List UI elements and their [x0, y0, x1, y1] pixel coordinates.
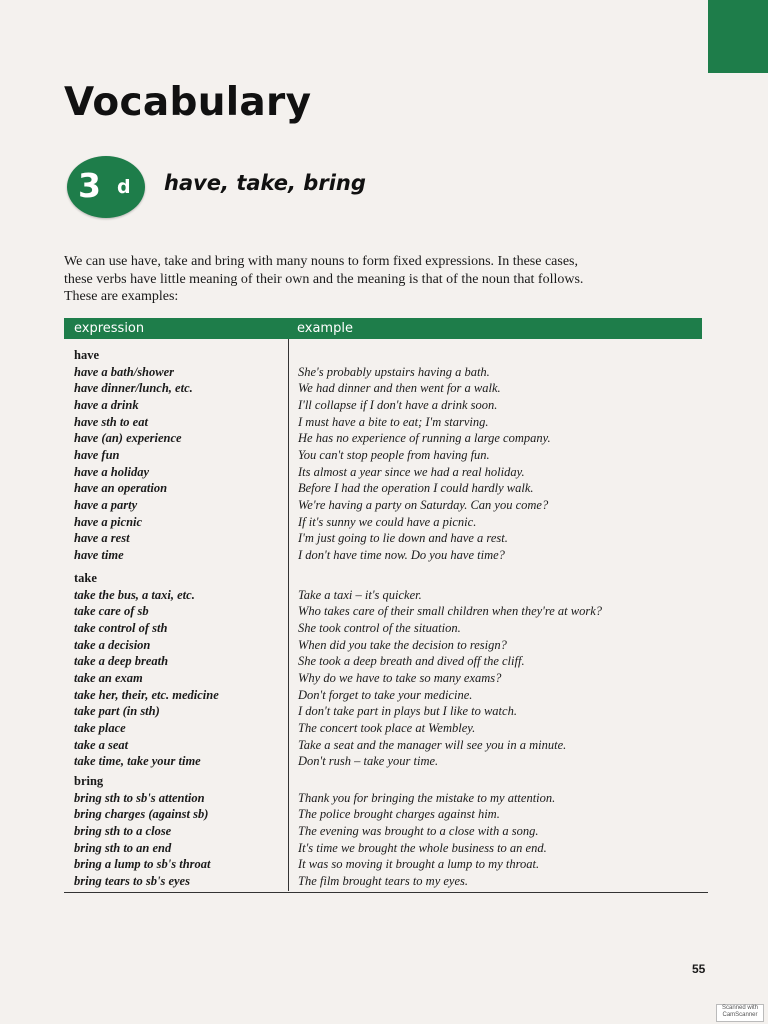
- example-cell: He has no experience of running a large company.: [298, 431, 551, 446]
- example-cell: It was so moving it brought a lump to my throat.: [298, 857, 540, 872]
- intro-paragraph: We can use have, take and bring with many nouns to form fixed expressions. In these cases, these verbs have little meaning of their own and the meaning is that of the noun that follows. These are examples:: [64, 254, 584, 304]
- expression-cell: take part (in sth): [74, 704, 160, 719]
- example-cell: The film brought tears to my eyes.: [298, 873, 469, 888]
- expression-cell: have a bath/shower: [74, 364, 175, 379]
- expression-cell: bring charges (against sb): [74, 807, 209, 822]
- example-cell: Take a taxi – it's quicker.: [298, 587, 422, 602]
- expression-cell: have an operation: [74, 481, 168, 496]
- table-bottom-rule: [64, 892, 708, 893]
- expression-cell: take control of sth: [74, 621, 168, 635]
- expression-cell: have a party: [74, 497, 138, 512]
- expression-cell: take an exam: [74, 670, 143, 685]
- example-cell: She took control of the situation.: [298, 621, 461, 635]
- expression-cell: take place: [74, 720, 126, 735]
- group-heading-take: take: [74, 571, 97, 585]
- scanner-watermark-line1: Scanned with: [721, 1005, 759, 1011]
- group-heading-have: have: [74, 348, 99, 362]
- example-cell: Don't rush – take your time.: [298, 754, 439, 769]
- expression-cell: bring a lump to sb's throat: [74, 857, 211, 872]
- example-cell: I don't take part in plays but I like to watch.: [298, 704, 517, 719]
- example-cell: When did you take the decision to resign?: [298, 637, 507, 652]
- expression-cell: bring sth to sb's attention: [74, 790, 205, 805]
- expression-cell: take a decision: [74, 637, 151, 652]
- example-cell: The concert took place at Wembley.: [298, 720, 476, 735]
- example-cell: Thank you for bringing the mistake to my attention.: [298, 790, 556, 805]
- example-cell: She's probably upstairs having a bath.: [298, 364, 490, 379]
- scanner-watermark: [716, 1004, 764, 1022]
- example-cell: The evening was brought to a close with a song.: [298, 824, 539, 838]
- example-cell: She took a deep breath and dived off the cliff.: [298, 654, 525, 669]
- example-cell: The police brought charges against him.: [298, 807, 500, 822]
- example-cell: I don't have time now. Do you have time?: [298, 547, 505, 562]
- example-cell: If it's sunny we could have a picnic.: [298, 514, 477, 529]
- scanner-watermark-line2: CamScanner: [722, 1012, 758, 1018]
- example-cell: Don't forget to take your medicine.: [298, 687, 473, 702]
- expression-cell: have dinner/lunch, etc.: [74, 381, 193, 396]
- example-cell: Who takes care of their small children when they're at work?: [298, 604, 603, 619]
- page-title: Vocabulary: [64, 80, 312, 125]
- unit-title: have, take, bring: [164, 171, 366, 195]
- expression-cell: take care of sb: [74, 604, 149, 619]
- example-cell: Before I had the operation I could hardly walk.: [298, 481, 534, 496]
- group-heading-bring: bring: [74, 774, 104, 788]
- example-cell: We're having a party on Saturday. Can you come?: [298, 497, 549, 512]
- expression-cell: have a picnic: [74, 514, 143, 529]
- column-header-example: example: [297, 321, 353, 336]
- expression-cell: take her, their, etc. medicine: [74, 687, 219, 702]
- expression-cell: have sth to eat: [74, 414, 148, 429]
- expression-cell: have a holiday: [74, 464, 149, 479]
- expression-cell: take time, take your time: [74, 754, 201, 769]
- expression-cell: take the bus, a taxi, etc.: [74, 587, 195, 602]
- column-divider: [288, 339, 289, 891]
- chapter-tab: [708, 0, 768, 73]
- unit-letter: d: [117, 176, 131, 198]
- expression-cell: bring sth to an end: [74, 840, 172, 855]
- example-cell: You can't stop people from having fun.: [298, 447, 490, 462]
- column-header-expression: expression: [74, 321, 145, 336]
- example-cell: Its almost a year since we had a real holiday.: [298, 464, 525, 479]
- expression-cell: have a drink: [74, 397, 139, 412]
- expression-cell: take a deep breath: [74, 654, 169, 669]
- page-number: 55: [692, 962, 706, 976]
- expression-cell: bring sth to a close: [74, 824, 172, 838]
- example-cell: It's time we brought the whole business to an end.: [298, 840, 547, 855]
- example-cell: Take a seat and the manager will see you in a minute.: [298, 737, 567, 752]
- example-cell: I'm just going to lie down and have a rest.: [298, 531, 508, 546]
- expression-cell: have a rest: [74, 531, 130, 546]
- expression-cell: take a seat: [74, 737, 129, 752]
- table-header: [64, 318, 702, 339]
- example-cell: I must have a bite to eat; I'm starving.: [298, 414, 489, 429]
- expression-cell: have time: [74, 547, 124, 562]
- example-cell: We had dinner and then went for a walk.: [298, 381, 501, 396]
- expression-cell: have fun: [74, 447, 120, 462]
- unit-number: 3: [78, 166, 101, 205]
- expression-cell: have (an) experience: [74, 431, 182, 446]
- example-cell: I'll collapse if I don't have a drink soon.: [298, 397, 498, 412]
- expression-cell: bring tears to sb's eyes: [74, 873, 190, 888]
- example-cell: Why do we have to take so many exams?: [298, 670, 502, 685]
